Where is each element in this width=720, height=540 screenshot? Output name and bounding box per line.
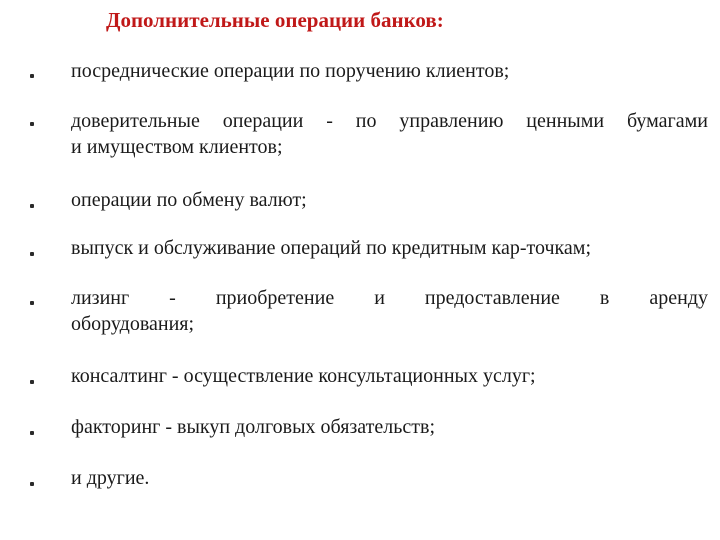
list-item-text-line: лизинг - приобретение и предоставление в аренду <box>71 287 708 309</box>
bullet-marker <box>30 380 34 384</box>
bullet-marker <box>30 431 34 435</box>
list-item-text-line: доверительные операции - по управлению ценными бумагами <box>71 110 708 132</box>
list-item-text: операции по обмену валют; <box>71 189 307 211</box>
bullet-marker <box>30 204 34 208</box>
list-item-text: выпуск и обслуживание операций по кредитным кар-точкам; <box>71 237 591 259</box>
list-item-text-line: оборудования; <box>71 313 195 335</box>
bullet-marker <box>30 74 34 78</box>
list-item-text <box>71 108 708 160</box>
bullet-marker <box>30 301 34 305</box>
slide-title: Дополнительные операции банков: <box>106 8 444 32</box>
list-item-text <box>71 285 708 337</box>
list-item-text-line: и имуществом клиентов; <box>71 136 283 158</box>
bullet-marker <box>30 482 34 486</box>
list-item-text: консалтинг - осуществление консультационных услуг; <box>71 365 536 387</box>
list-item-text: и другие. <box>71 467 150 489</box>
list-item-text: посреднические операции по поручению клиентов; <box>71 60 510 82</box>
list-item-text: факторинг - выкуп долговых обязательств; <box>71 416 436 438</box>
bullet-marker <box>30 252 34 256</box>
bullet-marker <box>30 122 34 126</box>
